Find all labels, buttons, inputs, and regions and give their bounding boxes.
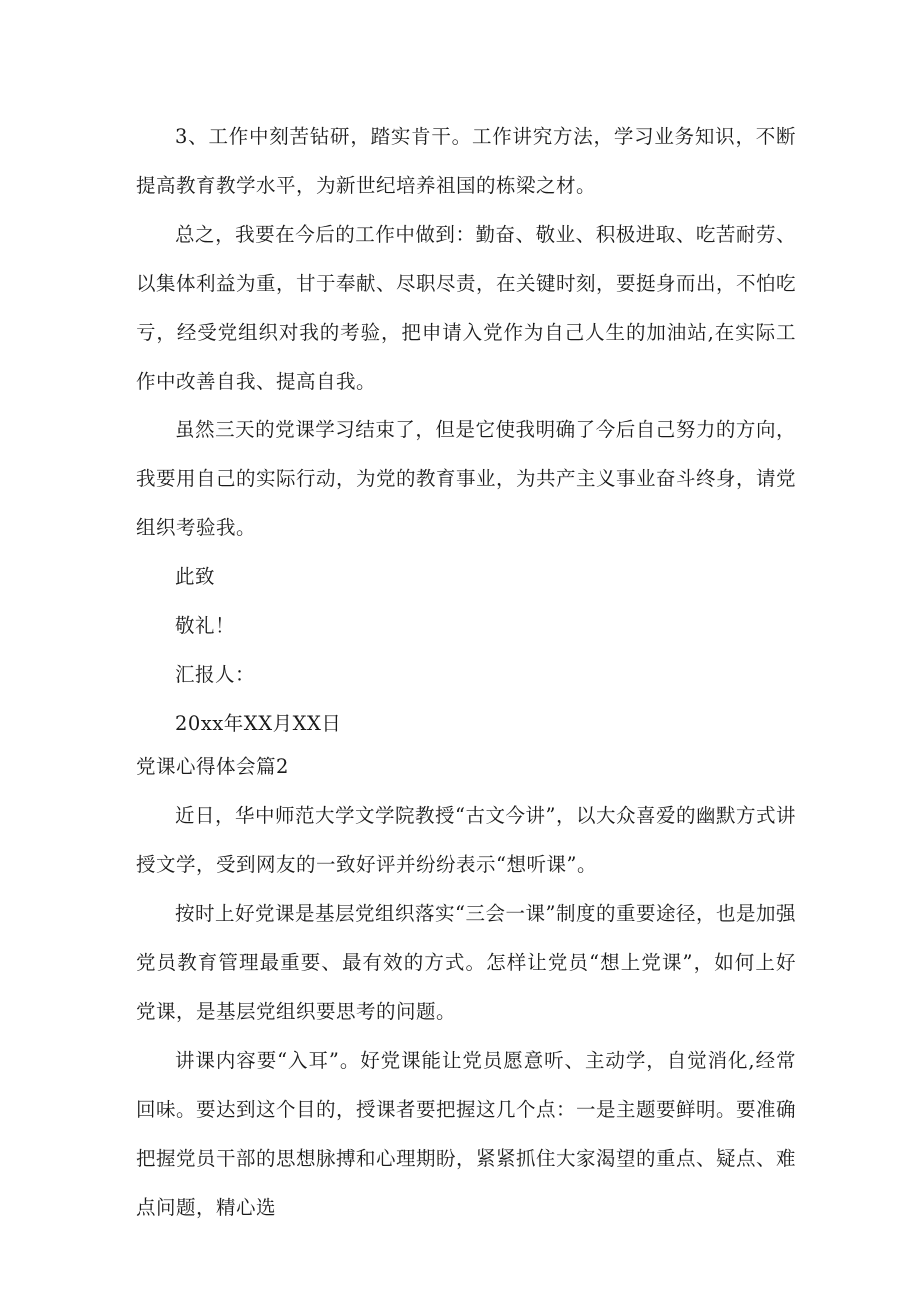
closing-reporter: 汇报人：: [175, 663, 256, 686]
paragraph-party-lesson-importance: 按时上好党课是基层党组织落实“三会一课”制度的重要途径，也是加强党员教育管理最重要、最有效的方式。怎样让党员“想上党课”，如何上好党课，是基层党组织要思考的问题。: [136, 902, 796, 1023]
section-heading: 党课心得体会篇2: [136, 755, 289, 778]
closing-salutation: 此致: [175, 565, 216, 588]
paragraph-course-conclusion: 虽然三天的党课学习结束了，但是它使我明确了今后自己努力的方向，我要用自己的实际行动，为党的教育事业，为共产主义事业奋斗终身，请党组织考验我。: [136, 418, 797, 539]
paragraph-summary-commitment: 总之，我要在今后的工作中做到：勤奋、敬业、积极进取、吃苦耐劳、以集体利益为重，甘于奉献、尽职尽责，在关键时刻，要挺身而出，不怕吃亏，经受党组织对我的考验，把申请入党作为自己人生的加油站,在实际工作中改善自我、提高自我。: [136, 223, 797, 393]
paragraph-lesson-content: 讲课内容要“入耳”。好党课能让党员愿意听、主动学，自觉消化,经常回味。要达到这个目的，授课者要把握这几个点：一是主题要鲜明。要准确把握党员干部的思想脉搏和心理期盼，紧紧抓住大家渴望的重点、疑点、难点问题，精心选: [136, 1049, 797, 1219]
paragraph-work-diligence: 3、工作中刻苦钻研，踏实肯干。工作讲究方法，学习业务知识，不断提高教育教学水平，为新世纪培养祖国的栋梁之材。: [136, 125, 796, 197]
closing-date: 20xx年XX月XX日: [175, 712, 342, 735]
paragraph-news-intro: 近日，华中师范大学文学院教授“古文今讲”，以大众喜爱的幽默方式讲授文学，受到网友的一致好评并纷纷表示“想听课”。: [136, 804, 796, 876]
closing-regards: 敬礼！: [175, 614, 236, 637]
